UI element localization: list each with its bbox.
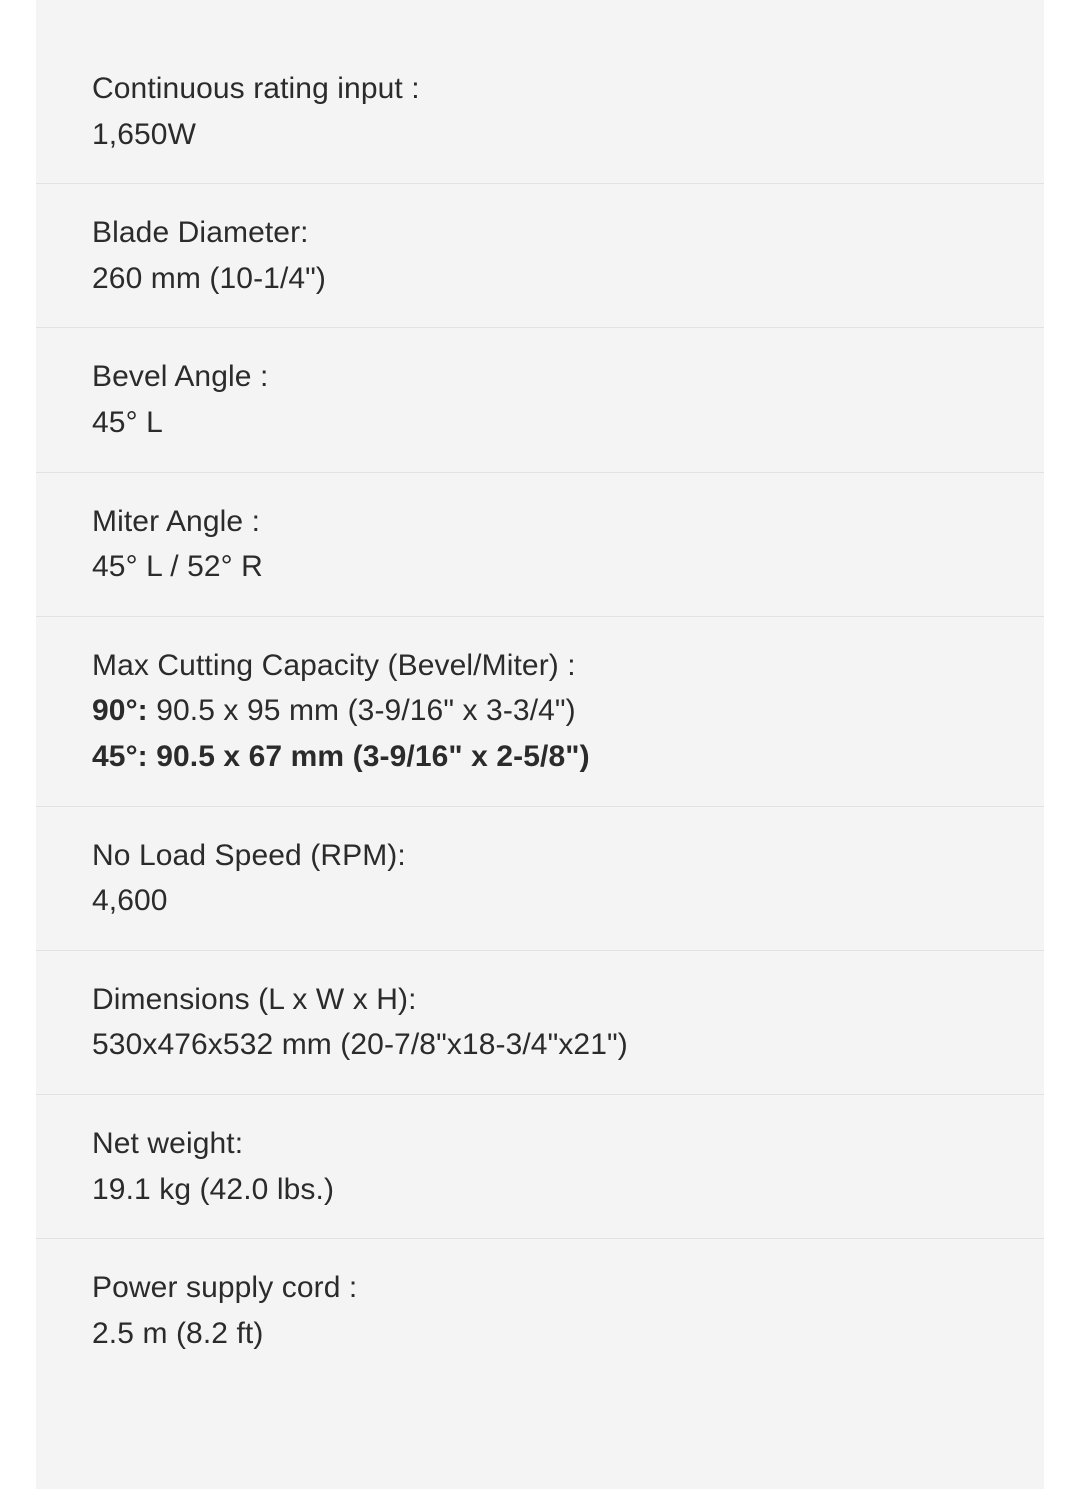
spec-value: 19.1 kg (42.0 lbs.) <box>92 1172 335 1206</box>
spec-label: Max Cutting Capacity (Bevel/Miter) : <box>92 648 576 682</box>
spec-value-90-text: 90.5 x 95 mm (3-9/16" x 3-3/4") <box>156 694 576 728</box>
spec-value: 4,600 <box>92 884 168 918</box>
specifications-list <box>36 40 1044 1382</box>
spec-row <box>36 951 1044 1095</box>
spec-value: 45° L <box>92 405 163 439</box>
spec-label: Blade Diameter: <box>92 216 309 250</box>
spec-value: 1,650W <box>92 117 196 151</box>
spec-value: 530x476x532 mm (20-7/8"x18-3/4"x21") <box>92 1028 628 1062</box>
spec-label: Dimensions (L x W x H): <box>92 982 417 1016</box>
spec-label: Power supply cord : <box>92 1271 358 1305</box>
spec-value: 2.5 m (8.2 ft) <box>92 1316 264 1350</box>
spec-value: 260 mm (10-1/4") <box>92 261 326 295</box>
spec-value: 45° L / 52° R <box>92 550 263 584</box>
spec-row <box>36 40 1044 184</box>
spec-row <box>36 184 1044 328</box>
spec-row <box>36 473 1044 617</box>
spec-value-45 <box>92 734 988 780</box>
spec-row <box>36 1239 1044 1382</box>
spec-value-90 <box>92 688 988 734</box>
spec-label: Bevel Angle : <box>92 360 269 394</box>
specifications-card <box>36 0 1044 1489</box>
spec-value-45-text: 90.5 x 67 mm (3-9/16" x 2-5/8") <box>156 739 590 773</box>
spec-label: Net weight: <box>92 1126 244 1160</box>
spec-label: Miter Angle : <box>92 504 261 538</box>
spec-value-90-key: 90°: <box>92 694 148 728</box>
spec-row <box>36 807 1044 951</box>
spec-value-45-key: 45°: <box>92 739 148 773</box>
spec-label: No Load Speed (RPM): <box>92 838 406 872</box>
spec-row-cutting-capacity <box>36 617 1044 807</box>
spec-label: Continuous rating input : <box>92 72 420 105</box>
spec-row <box>36 1095 1044 1239</box>
spec-row <box>36 328 1044 472</box>
